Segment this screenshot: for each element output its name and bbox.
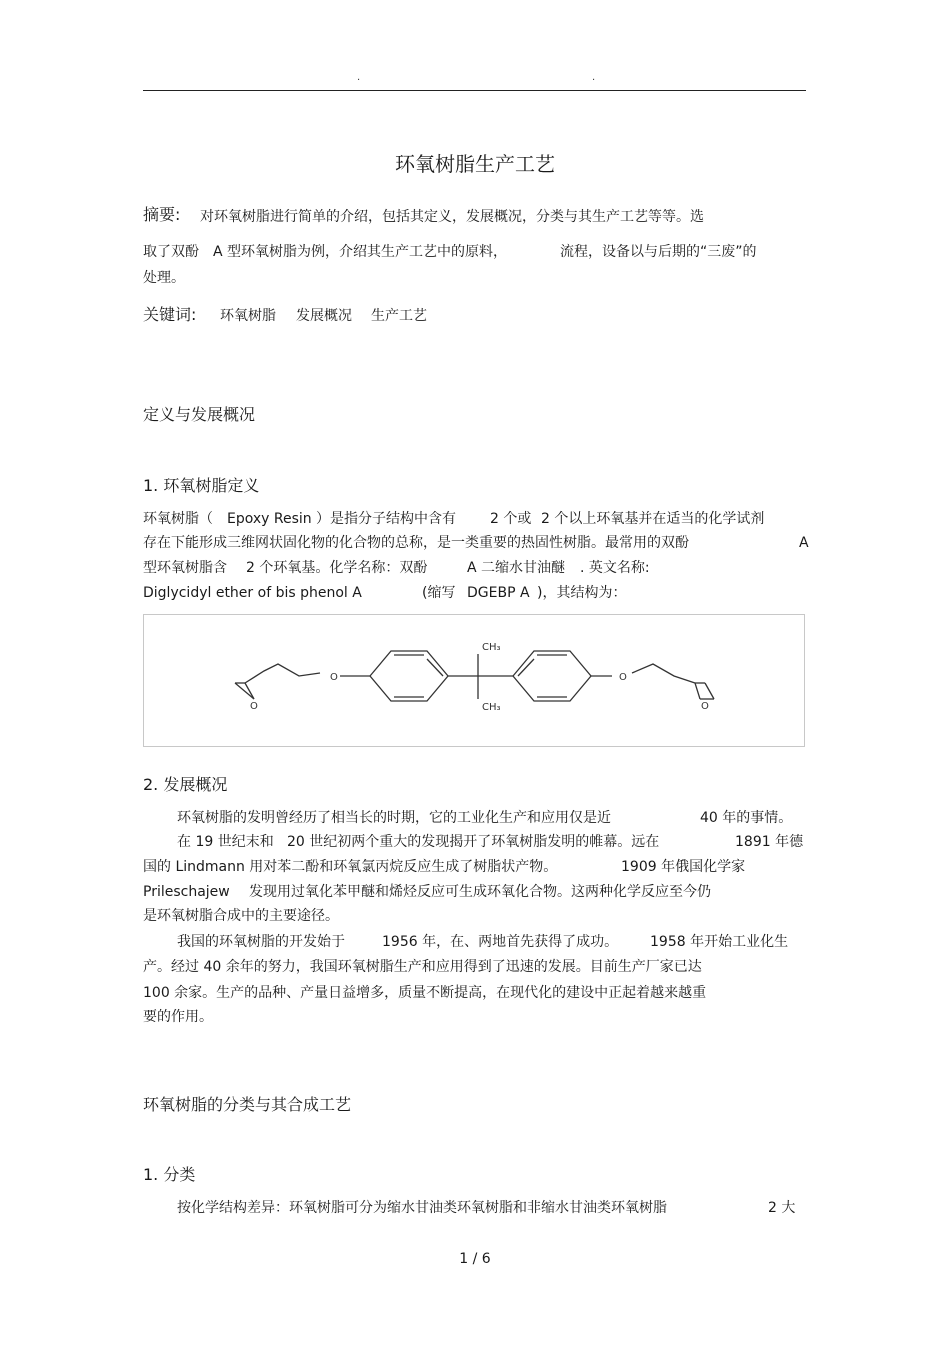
dev-line-2a: 在 19 世纪末和: [177, 834, 274, 850]
abstract-line-2c: 流程，设备以与后期的“三废”的: [560, 244, 757, 260]
abstract-line-2a: 取了双酚: [143, 244, 199, 260]
def-line-1c: ）是指分子结构中含有: [316, 511, 456, 527]
dev-line-4b: 发现用过氧化苯甲醚和烯烃反应可生成环氧化合物。这两种化学反应至今仍: [249, 884, 711, 900]
class-line-1b: 2 大: [768, 1200, 796, 1216]
dev-line-5: 是环氧树脂合成中的主要途径。: [143, 908, 339, 924]
header-dot-right: .: [592, 72, 596, 83]
dev-line-8: 100 余家。生产的品种、产量日益增多，质量不断提高，在现代化的建设中正起着越来越重: [143, 985, 707, 1001]
def-line-1e: 2 个以上环氧基并在适当的化学试剂: [541, 511, 765, 527]
dev-line-6a: 我国的环氧树脂的开发始于: [177, 934, 345, 950]
abstract-label: 摘要:: [143, 205, 181, 224]
def-line-3c: A 二缩水甘油醚: [467, 560, 566, 576]
abstract-line-2b: A 型环氧树脂为例，介绍其生产工艺中的原料，: [213, 244, 508, 260]
class-line-1a: 按化学结构差异：环氧树脂可分为缩水甘油类环氧树脂和非缩水甘油类环氧树脂: [177, 1200, 667, 1216]
subsection-heading-classification: 1. 分类: [143, 1165, 196, 1184]
epoxide-oxygen-right: O: [701, 701, 709, 712]
def-line-1b: Epoxy Resin: [227, 511, 312, 527]
subsection-heading-development: 2. 发展概况: [143, 775, 228, 794]
bisphenol-a-diglycidyl-ether-structure: [144, 615, 804, 746]
keyword-2: 发展概况: [296, 308, 352, 324]
dev-line-6c: 1958 年开始工业化生: [650, 934, 789, 950]
dev-line-4a: Prileschajew: [143, 884, 230, 900]
dev-line-9: 要的作用。: [143, 1009, 213, 1025]
def-line-1a: 环氧树脂（: [143, 511, 213, 527]
abstract-line-1: 对环氧树脂进行简单的介绍，包括其定义，发展概况，分类与其生产工艺等等。选: [200, 209, 704, 225]
page-number: 1 / 6: [459, 1251, 491, 1267]
dev-line-6b: 1956 年，在、两地首先获得了成功。: [382, 934, 619, 950]
header-dot-left: .: [357, 72, 361, 83]
def-line-3b: 2 个环氧基。化学名称：双酚: [246, 560, 428, 576]
dev-line-7: 产。经过 40 余年的努力，我国环氧树脂生产和应用得到了迅速的发展。目前生产厂家已达: [143, 959, 702, 975]
subsection-heading-definition: 1. 环氧树脂定义: [143, 476, 260, 495]
def-line-3a: 型环氧树脂含: [143, 560, 227, 576]
section-heading-classification: 环氧树脂的分类与其合成工艺: [143, 1095, 352, 1114]
def-line-4d: )，其结构为：: [537, 585, 627, 601]
abstract-line-3: 处理。: [143, 270, 185, 286]
def-line-4c: DGEBP A: [467, 585, 530, 601]
epoxide-oxygen-left: O: [250, 701, 258, 712]
def-line-3d: . 英文名称:: [580, 560, 650, 576]
def-line-1d: 2 个或: [490, 511, 532, 527]
chemical-structure-figure: [143, 614, 805, 747]
def-line-2a: 存在下能形成三维网状固化物的化合物的总称，是一类重要的热固性树脂。最常用的双酚: [143, 535, 689, 551]
def-line-4b: (缩写: [422, 585, 456, 601]
keywords-label: 关键词:: [143, 305, 197, 324]
header-rule: [143, 90, 806, 91]
keyword-3: 生产工艺: [371, 308, 427, 324]
dev-line-1a: 环氧树脂的发明曾经历了相当长的时期，它的工业化生产和应用仅是近: [177, 810, 611, 826]
def-line-4a: Diglycidyl ether of bis phenol A: [143, 585, 362, 601]
oxygen-label-left: O: [330, 672, 338, 683]
def-line-2b: A: [799, 535, 809, 551]
document-title: 环氧树脂生产工艺: [395, 152, 555, 176]
ch3-top-label: CH₃: [482, 642, 501, 653]
ch3-bottom-label: CH₃: [482, 702, 501, 713]
dev-line-1b: 40 年的事情。: [700, 810, 793, 826]
dev-line-2b: 20 世纪初两个重大的发现揭开了环氧树脂发明的帷幕。远在: [287, 834, 660, 850]
dev-line-3b: 1909 年俄国化学家: [621, 859, 746, 875]
keyword-1: 环氧树脂: [220, 308, 276, 324]
oxygen-label-right: O: [619, 672, 627, 683]
dev-line-3a: 国的 Lindmann 用对苯二酚和环氧氯丙烷反应生成了树脂状产物。: [143, 859, 558, 875]
section-heading-definition: 定义与发展概况: [143, 405, 256, 424]
dev-line-2c: 1891 年德: [735, 834, 804, 850]
